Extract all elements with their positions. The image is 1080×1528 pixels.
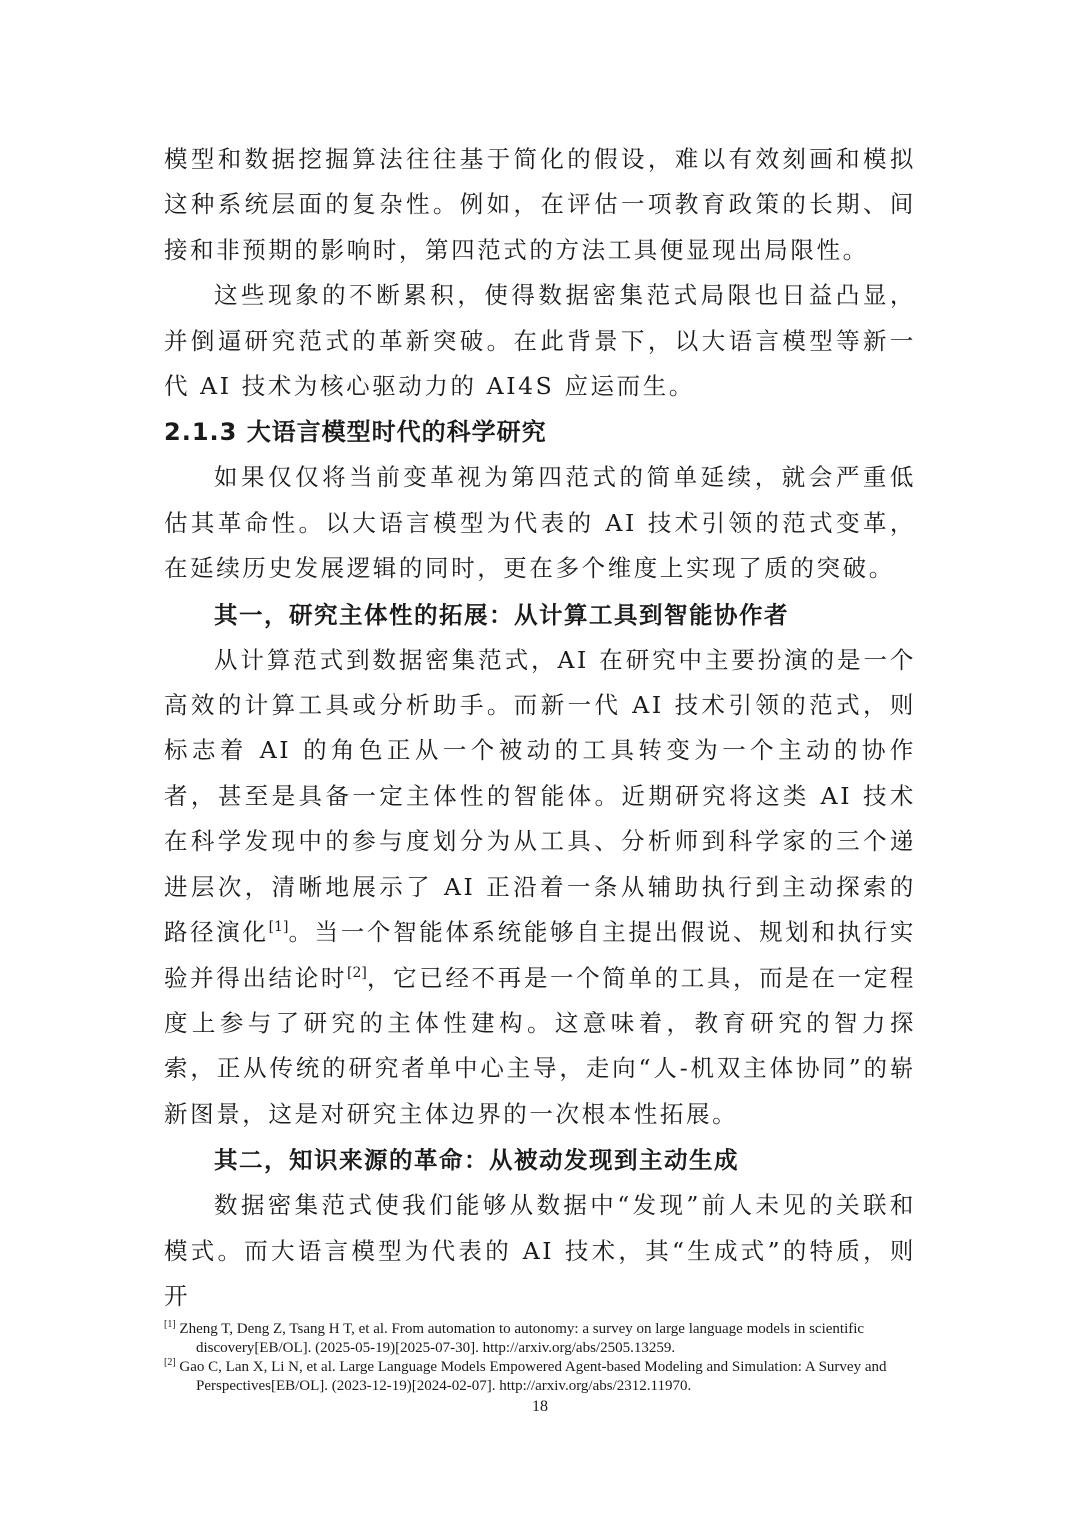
subheading-knowledge-source: 其二，知识来源的革命：从被动发现到主动生成 [214,1146,739,1175]
paragraph-knowledge-source: 数据密集范式使我们能够从数据中“发现”前人未见的关联和模式。而大语言模型为代表的 AI 技术，其“生成式”的特质，则开 [164,1191,916,1310]
paragraph-research-subjectivity [164,638,916,1137]
citation-ref-1[interactable]: [1] [268,919,289,936]
paragraph-text: ，它已经不再是一个简单的工具，而是在一定程度上参与了研究的主体性建构。这意味着，教育研究的智力探索，正从传统的研究者单中心主导，走向“人-机双主体协同”的崭新图景，这是对研究主体边界的一次根本性拓展。 [164,963,916,1128]
section-heading: 2.1.3 大语言模型时代的科学研究 [164,418,547,447]
footnote-marker: [2] [164,1357,176,1368]
subheading-research-subjectivity: 其一，研究主体性的拓展：从计算工具到智能协作者 [214,600,789,629]
footnote-1 [164,1320,904,1358]
footnote-marker: [1] [164,1319,176,1330]
paragraph-text: 从计算范式到数据密集范式，AI 在研究中主要扮演的是一个高效的计算工具或分析助手。而新一代 AI 技术引领的范式，则标志着 AI 的角色正从一个被动的工具转变为一个主动的协作者，甚至是具备一定主体性的智能体。近期研究将这类 AI 技术在科学发现中的参与度划分为从工具、分析师到科学家的三个递进层次，清晰地展示了 AI 正沿着一条从辅助执行到主动探索的路径演化 [164,645,916,947]
footnote-text: Gao C, Lan X, Li N, et al. Large Language Models Empowered Agent-based Modeling and Simulation: A Survey and Perspectives[EB/OL]. (2023-12-19)[2024-02-07]. http://arxiv.org/abs/2312.11970. [179,1359,887,1394]
citation-ref-2[interactable]: [2] [347,964,367,981]
page-body [164,137,916,1319]
footnote-2 [164,1358,904,1396]
footnote-text: Zheng T, Deng Z, Tsang H T, et al. From automation to autonomy: a survey on large language models in scientific discovery[EB/OL]. (2025-05-19)[2025-07-30]. http://arxiv.org/abs/2505.13259. [179,1321,865,1356]
footnotes [164,1320,904,1396]
page-number: 18 [532,1398,548,1415]
paragraph-continued: 模型和数据挖掘算法往往基于简化的假设，难以有效刻画和模拟这种系统层面的复杂性。例如，在评估一项教育政策的长期、间接和非预期的影响时，第四范式的方法工具便显现出局限性。 [164,145,916,264]
paragraph-paradigm-breakthrough: 如果仅仅将当前变革视为第四范式的简单延续，就会严重低估其革命性。以大语言模型为代表的 AI 技术引领的范式变革，在延续历史发展逻辑的同时，更在多个维度上实现了质的突破。 [164,463,916,583]
paragraph-text: 。当一个智能体系统能够自主提出假说、规划和执行实验并得出结论时 [164,918,916,992]
paragraph-ai4s-emergence: 这些现象的不断累积，使得数据密集范式局限也日益凸显，并倒逼研究范式的革新突破。在此背景下，以大语言模型等新一代 AI 技术为核心驱动力的 AI4S 应运而生。 [164,281,916,401]
